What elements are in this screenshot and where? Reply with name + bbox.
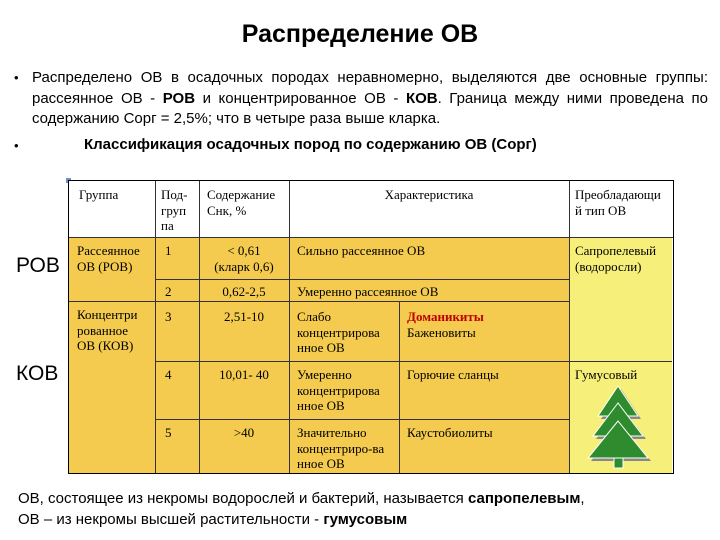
header-subgroup xyxy=(161,187,187,234)
row3-characteristic-line: нное ОВ xyxy=(297,340,345,355)
row1-content-line: < 0,61 xyxy=(227,243,261,258)
row5-characteristic-line: Значительно xyxy=(297,425,367,440)
header-type-line: й тип ОВ xyxy=(575,202,627,218)
row4-characteristic-line: концентрирова xyxy=(297,382,380,398)
row3-extra-line: Баженовиты xyxy=(407,324,476,340)
type-sapropel xyxy=(575,243,656,274)
row1-characteristic: Сильно рассеянное ОВ xyxy=(297,243,426,258)
footer-line1-b: сапропелевым xyxy=(467,490,581,507)
vline-group xyxy=(155,181,156,473)
intro-paragraph xyxy=(32,68,708,130)
row4-characteristic-line: Умеренно xyxy=(297,367,352,382)
row3-extra xyxy=(407,309,484,340)
row3-subgroup: 3 xyxy=(165,309,172,324)
group-kov-line: ОВ (КОВ) xyxy=(77,338,134,353)
row5-content: >40 xyxy=(233,425,255,440)
row5-characteristic-line: нное ОВ xyxy=(297,456,345,471)
intro-part2: и концентрированное ОВ - xyxy=(195,89,406,107)
header-content-line: Содержание xyxy=(207,187,276,202)
header-group: Группа xyxy=(79,187,119,202)
footer-line2-a: ОВ – из некромы высшей растительности - xyxy=(18,511,324,528)
intro-kov: КОВ xyxy=(405,89,438,107)
row2-content: 0,62-2,5 xyxy=(222,284,266,299)
header-characteristic: Характеристика xyxy=(384,187,474,202)
header-type-line: Преобладающи xyxy=(575,187,661,202)
bullet-2: • xyxy=(14,138,19,153)
header-subgroup-line: Под- xyxy=(161,187,188,202)
tree-icon xyxy=(584,386,654,470)
group-kov xyxy=(77,307,137,354)
row4-extra: Горючие сланцы xyxy=(407,367,499,382)
header-type xyxy=(575,187,661,218)
hline-row2 xyxy=(69,301,569,302)
row1-content xyxy=(199,243,289,274)
group-rov-line: Рассеянное xyxy=(77,243,140,258)
hline-row1 xyxy=(155,279,569,280)
row5-subgroup: 5 xyxy=(165,425,172,440)
row3-characteristic xyxy=(297,309,380,356)
header-subgroup-line: па xyxy=(161,218,174,233)
intro-rov: РОВ xyxy=(162,89,196,107)
group-kov-line: Концентри xyxy=(77,307,138,322)
footer-text xyxy=(18,488,585,530)
hline-row4 xyxy=(155,419,569,420)
row4-subgroup: 4 xyxy=(165,367,172,382)
row5-characteristic-line: концентриро-ва xyxy=(297,440,385,456)
row2-characteristic: Умеренно рассеянное ОВ xyxy=(297,284,439,299)
group-rov xyxy=(77,243,140,274)
page-title: Распределение ОВ xyxy=(241,20,479,48)
row2-subgroup: 2 xyxy=(165,284,172,299)
footer-line-2 xyxy=(18,509,585,530)
side-label-rov: РОВ xyxy=(16,254,60,277)
group-rov-line: ОВ (РОВ) xyxy=(77,258,133,274)
footer-line1-c: , xyxy=(580,490,585,507)
hline-row3 xyxy=(155,361,672,362)
row3-content: 2,51-10 xyxy=(223,309,265,324)
row3-extra-highlight: Доманикиты xyxy=(407,309,484,324)
row4-characteristic xyxy=(297,367,380,414)
side-label-kov: КОВ xyxy=(16,362,59,385)
footer-line1-a: ОВ, состоящее из некромы водорослей и бактерий, называется xyxy=(18,490,468,507)
type-humus: Гумусовый xyxy=(575,367,638,382)
header-subgroup-line: груп xyxy=(161,202,187,218)
type-sapropel-line: Сапропелевый xyxy=(575,243,657,258)
table-subheading: Классификация осадочных пород по содержанию ОВ (Сорг) xyxy=(84,136,537,153)
row4-characteristic-line: нное ОВ xyxy=(297,398,345,413)
hline-header xyxy=(69,237,673,238)
vline-content xyxy=(289,181,290,473)
header-content-line: Снк, % xyxy=(207,202,247,218)
row3-characteristic-line: концентрирова xyxy=(297,324,380,340)
group-kov-line: рованное xyxy=(77,322,129,338)
row1-subgroup: 1 xyxy=(165,243,172,258)
intro-part1: Распределено ОВ в осадочных породах неравномерно, выделяются две основные группы: рассеянное ОВ - xyxy=(32,69,708,107)
vline-extra xyxy=(399,301,400,473)
intro-part3: . Граница между ними проведена по содержанию Сорг = 2,5%; что в четыре раза выше кларка. xyxy=(32,89,709,127)
vline-characteristic xyxy=(569,181,570,473)
row5-characteristic xyxy=(297,425,384,472)
row3-characteristic-line: Слабо xyxy=(297,309,332,324)
type-sapropel-line: (водоросли) xyxy=(575,258,642,274)
row5-extra: Каустобиолиты xyxy=(407,425,493,440)
footer-line-1 xyxy=(18,488,585,509)
footer-line2-b: гумусовым xyxy=(323,511,408,528)
row1-content-line: (кларк 0,6) xyxy=(214,258,274,274)
header-content xyxy=(207,187,275,218)
bullet-1: • xyxy=(14,70,19,85)
row4-content: 10,01- 40 xyxy=(219,367,269,382)
